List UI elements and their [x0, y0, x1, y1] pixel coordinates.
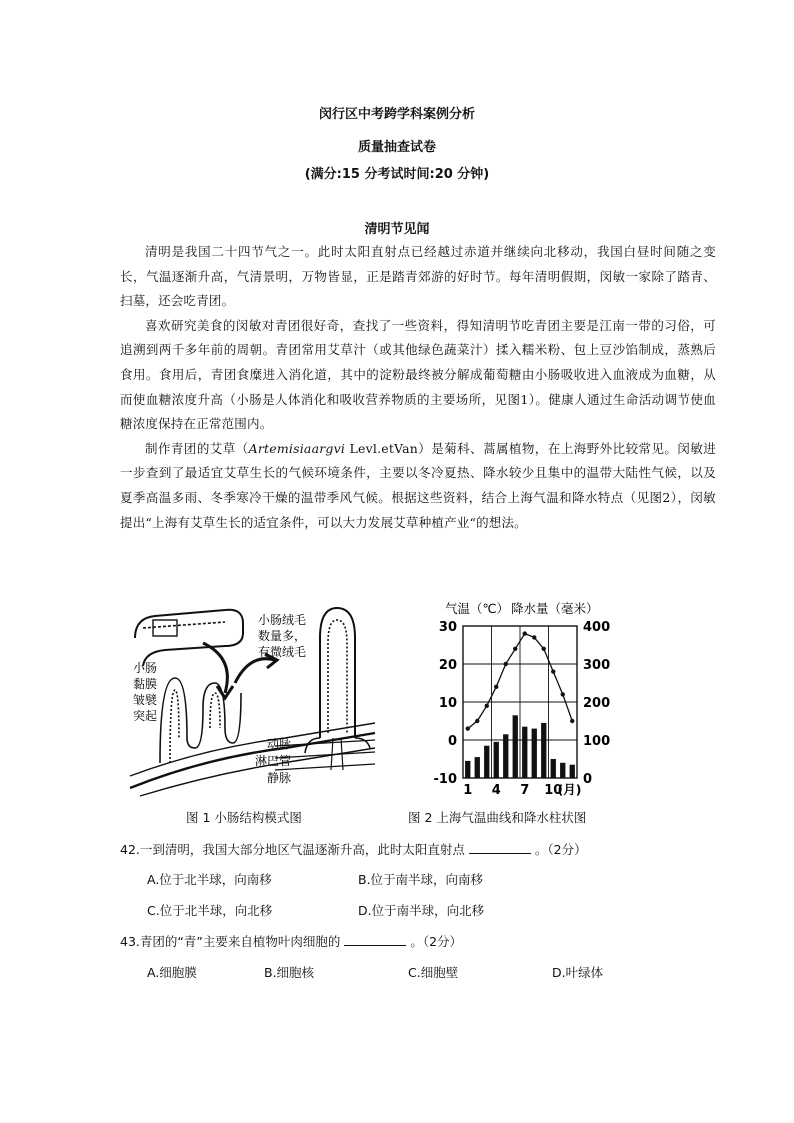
- left-axis-title: 气温（℃）: [445, 601, 510, 616]
- precip-bar: [560, 763, 565, 778]
- question-43: [120, 932, 462, 950]
- x-tick-label: 4: [491, 783, 501, 798]
- left-tick-label: 30: [438, 620, 457, 635]
- q43-option-a[interactable]: A.细胞膜: [147, 965, 197, 980]
- q43-answer-blank[interactable]: [344, 933, 406, 946]
- month-unit-label: (月): [557, 782, 582, 797]
- right-tick-label: 100: [583, 734, 611, 749]
- q42-stem: 42.一到清明，我国大部分地区气温逐渐升高，此时太阳直射点: [120, 842, 465, 857]
- article-body: [120, 240, 716, 535]
- q42-option-a[interactable]: A.位于北半球，向南移: [147, 872, 272, 887]
- temp-point: [570, 719, 574, 723]
- label-mucosa-2: 黏膜: [133, 677, 158, 691]
- right-tick-label: 0: [583, 772, 593, 787]
- x-tick-label: 1: [463, 783, 473, 798]
- precip-bar: [522, 727, 527, 778]
- label-lymph: 淋巴管: [255, 754, 292, 768]
- label-mucosa-1: 小肠: [133, 661, 158, 675]
- label-villi-2: 数量多，: [258, 629, 307, 643]
- paragraph-2: 喜欢研究美食的闵敏对青团很好奇，查找了一些资料，得知清明节吃青团主要是江南一带的习俗，可追溯到两千多年前的周朝。青团常用艾草汁（或其他绿色蔬菜汁）揉入糯米粉、包上豆沙馅制成，蒸熟后食用。食用后，青团食糜进入消化道，其中的淀粉最终被分解成葡萄糖由小肠吸收进入血液成为血糖，从而使血糖浓度升高（小肠是人体消化和吸收营养物质的主要场所，见图1）。健康人通过生命活动调节使血糖浓度保持在正常范围内。: [120, 317, 716, 432]
- precip-bar: [494, 742, 499, 778]
- figure-2-caption: 图 2 上海气温曲线和降水柱状图: [408, 810, 587, 825]
- right-tick-label: 400: [583, 620, 611, 635]
- left-tick-label: 10: [438, 696, 457, 711]
- label-villi-3: 有微绒毛: [258, 645, 307, 659]
- q43-stem: 43.青团的“青”主要来自植物叶肉细胞的: [120, 934, 341, 949]
- precip-bar: [465, 761, 470, 778]
- temp-point: [561, 692, 565, 696]
- paragraph-3-rest: Levl.etVan）是菊科、蒿属植物，在上海野外比较常见。闵敏进一步查到了最适宜艾草生长的气候环境条件，主要以冬冷夏热、降水较少且集中的温带大陆性气候，以及夏季高温多雨、冬季寒冷干燥的温带季风气候。根据这些资料，结合上海气温和降水特点（见图2），闵敏提出“上海有艾草生长的适宜条件，可以大力发展艾草种植产业“的想法。: [120, 440, 716, 530]
- precip-bar: [503, 734, 508, 778]
- label-vein: 静脉: [267, 771, 292, 785]
- precip-bar: [532, 729, 537, 778]
- q43-option-b[interactable]: B.细胞核: [264, 965, 315, 980]
- right-tick-label: 300: [583, 658, 611, 673]
- label-villi-1: 小肠绒毛: [258, 613, 307, 627]
- q43-points: 。（2分）: [410, 934, 463, 949]
- figure-1-intestine-diagram: [125, 598, 385, 798]
- q42-points: 。（2分）: [534, 842, 587, 857]
- precip-bar: [570, 765, 575, 778]
- exam-subtitle: 质量抽查试卷: [357, 140, 436, 155]
- precip-bar: [475, 757, 480, 778]
- temp-point: [475, 719, 479, 723]
- article-title: 清明节见闻: [364, 222, 430, 237]
- chart-ticks: [434, 620, 611, 798]
- temp-point: [542, 647, 546, 651]
- q42-option-d[interactable]: D.位于南半球，向北移: [358, 903, 485, 918]
- temp-point: [532, 635, 536, 639]
- left-tick-label: 0: [447, 734, 457, 749]
- label-mucosa-4: 突起: [133, 709, 158, 723]
- chart-grid: [463, 626, 577, 778]
- figure-1-caption: 图 1 小肠结构模式图: [186, 810, 302, 825]
- temp-point: [504, 662, 508, 666]
- paragraph-1: 清明是我国二十四节气之一。此时太阳直射点已经越过赤道并继续向北移动，我国白昼时间随之变长，气温逐渐升高，气清景明，万物皆显，正是踏青郊游的好时节。每年清明假期，闵敏一家除了踏青、扫墓，还会吃青团。: [120, 244, 716, 309]
- exam-title: 闵行区中考跨学科案例分析: [318, 107, 475, 122]
- latin-name: Artemisiaargvi: [248, 440, 346, 456]
- label-mucosa-3: 皱襞: [133, 693, 158, 707]
- left-tick-label: -10: [433, 772, 457, 787]
- right-tick-label: 200: [583, 696, 611, 711]
- label-artery: 动脉: [267, 737, 292, 751]
- temp-point: [485, 704, 489, 708]
- paragraph-3-start: 制作青团的艾草（: [145, 440, 249, 456]
- figure-2-climate-chart: [425, 598, 625, 798]
- q42-option-c[interactable]: C.位于北半球，向北移: [147, 903, 273, 918]
- precip-bar: [513, 715, 518, 778]
- question-42: [120, 840, 587, 858]
- temp-point: [513, 647, 517, 651]
- temp-point: [523, 631, 527, 635]
- q43-option-d[interactable]: D.叶绿体: [552, 965, 604, 980]
- x-tick-label: 10: [544, 783, 563, 798]
- temp-point: [551, 669, 555, 673]
- q42-option-b[interactable]: B.位于南半球，向南移: [358, 872, 484, 887]
- paragraph-3: [120, 437, 716, 535]
- precip-bar: [541, 723, 546, 778]
- left-tick-label: 20: [438, 658, 457, 673]
- exam-note: (满分:15 分考试时间:20 分钟): [304, 167, 490, 182]
- x-tick-label: 7: [520, 783, 530, 798]
- q43-option-c[interactable]: C.细胞壁: [408, 965, 459, 980]
- q42-answer-blank[interactable]: [469, 841, 531, 854]
- precip-bar: [484, 746, 489, 778]
- temp-point: [494, 685, 498, 689]
- temp-point: [466, 726, 470, 730]
- precip-bar: [551, 759, 556, 778]
- right-axis-title: 降水量（毫米）: [511, 601, 599, 616]
